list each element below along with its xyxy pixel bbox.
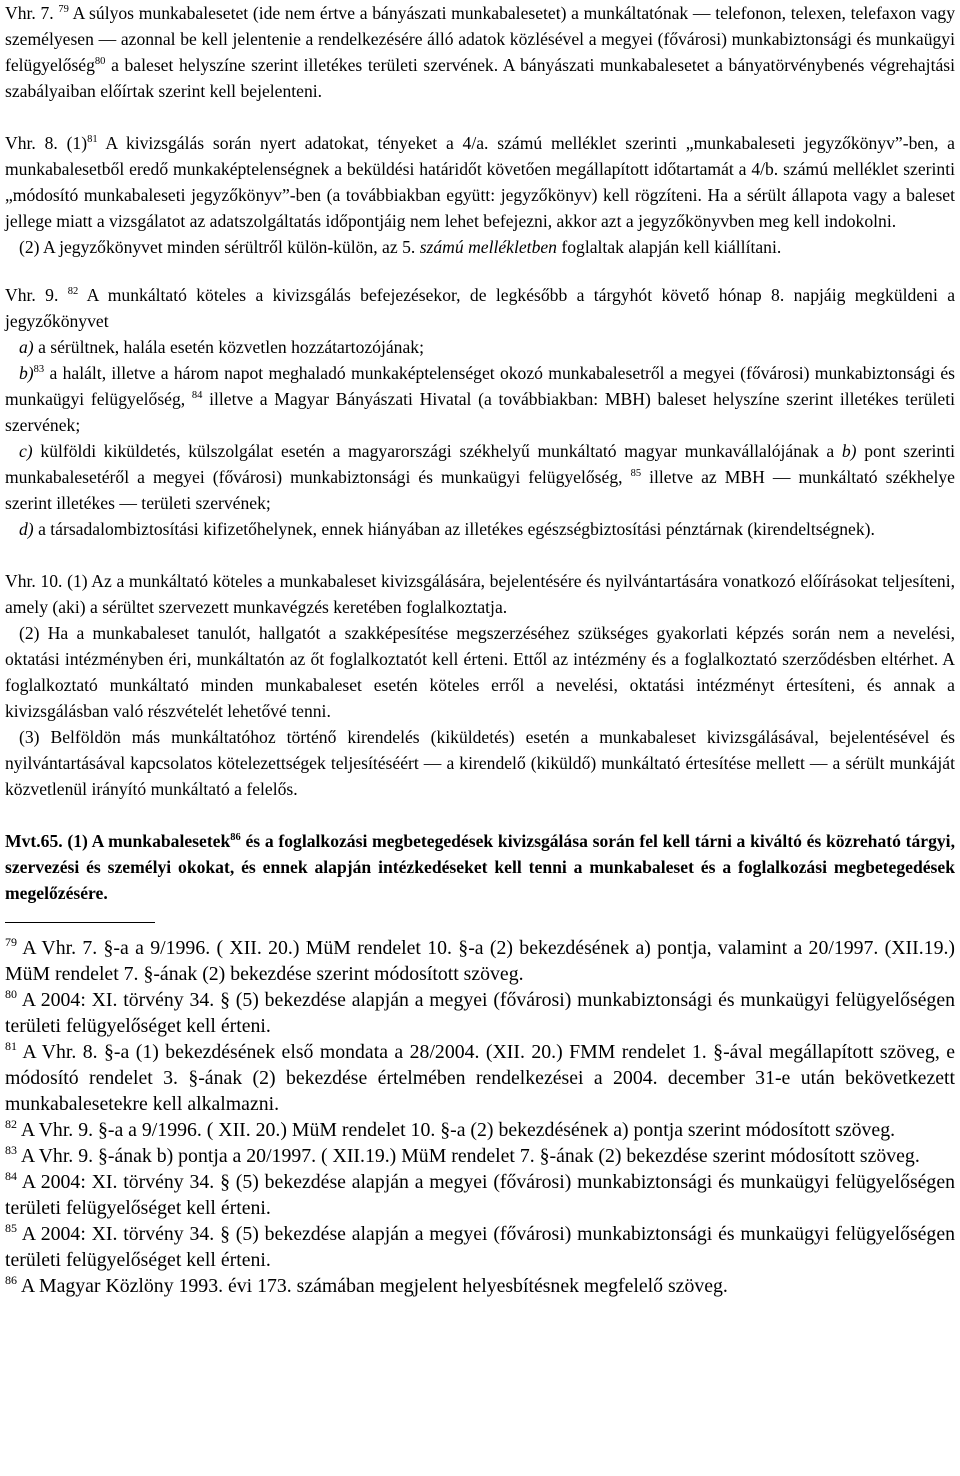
footnote-text: A Vhr. 7. §-a a 9/1996. ( XII. 20.) MüM rendelet 10. §-a (2) bekezdésének a) pontja, valamint a 20/1997. (XII.19.) MüM rendelet 7. §-ának (2) bekezdése szerint módosított szöveg. (5, 937, 955, 985)
footnote-79 (5, 935, 955, 987)
vhr8-p2-italic: számú mellékletben (419, 237, 557, 257)
vhr7-paragraph (5, 0, 955, 104)
footnote-ref-80[interactable]: 80 (94, 56, 106, 67)
vhr9-intro (5, 282, 955, 334)
item-c-label: c) (19, 441, 33, 461)
vhr8-p1-text: A kivizsgálás során nyert adatokat, tényeket a 4/a. számú melléklet szerinti „munkabaleseti jegyzőkönyv”-ben, a munkabalesetből eredő munkaképtelenségnek a beküldési határidőt követően megállapított időtartamát a 4/b. számú melléklet szerinti „módosító munkabaleseti jegyzőkönyv”-ben (a továbbiakban együtt: jegyzőkönyv) kell rögzíteni. Ha a sérült állapota vagy a baleset jellege miatt a vizsgálatot az adatszolgáltatás időpontjáig nem lehet befejezni, akkor azt a jegyzőkönyvben meg kell indokolni. (5, 133, 955, 231)
vhr9-intro-text: A munkáltató köteles a kivizsgálás befejezésekor, de legkésőbb a tárgyhót követő hónap 8. napjáig megküldeni a jegyzőkönyvet (5, 285, 956, 331)
footnote-ref-85[interactable]: 85 (630, 468, 642, 479)
vhr8-p2-a: (2) A jegyzőkönyvet minden sérültről külön-külön, az 5. (19, 237, 416, 257)
footnote-ref-79[interactable]: 79 (58, 4, 69, 15)
item-c-ref: b) (841, 441, 857, 461)
vhr8-paragraph-2 (5, 234, 955, 260)
footnote-separator (5, 922, 155, 923)
vhr9-lead: Vhr. 9. (5, 285, 59, 305)
footnote-text: A Vhr. 9. §-ának b) pontja a 20/1997. ( XII.19.) MüM rendelet 7. §-ának (2) bekezdése szerint módosított szöveg. (20, 1145, 920, 1167)
vhr8-paragraph-1 (5, 130, 955, 234)
item-c-text-1: külföldi kiküldetés, külszolgálat esetén a magyarországi székhelyű munkáltató magyar munkavállalójának a (40, 441, 835, 461)
footnote-number: 81 (5, 1039, 17, 1053)
vhr8-p1-pre: (1) (66, 133, 88, 153)
item-d-text: a társadalombiztosítási kifizetőhelynek, ennek hiányában az illetékes egészségbiztosítási pénztárnak (kirendeltségnek). (38, 519, 875, 539)
footnote-number: 85 (5, 1221, 17, 1235)
footnote-83 (5, 1143, 955, 1169)
footnote-text: A 2004: XI. törvény 34. § (5) bekezdése alapján a megyei (fővárosi) munkabiztonsági és munkaügyi felügyelőségen területi felügyelőséget kell érteni. (5, 1171, 955, 1219)
item-c-text-3: illetve az MBH — munkáltató székhelye szerint illetékes — területi szervének; (5, 467, 955, 513)
mvt65-text-2: és a foglalkozási megbetegedések kivizsgálása során fel kell tárni a kiváltó és közreható tárgyi, szervezési és személyi okokat, és ennek alapján intézkedéseket kell tenni a munkabaleset és a foglalkozási megbetegedések megelőzésére. (5, 831, 955, 903)
vhr10-p1: (1) Az a munkáltató köteles a munkabaleset kivizsgálására, bejelentésére és nyilvántartására vonatkozó előírásokat teljesíteni, amely (aki) a sérültet szervezett munkavégzés keretében foglalkoztatja. (5, 571, 955, 617)
vhr10-lead: Vhr. 10. (5, 571, 63, 591)
footnote-ref-81[interactable]: 81 (87, 134, 98, 145)
vhr9-item-d (5, 516, 955, 542)
vhr9-item-b (5, 360, 955, 438)
footnote-number: 86 (5, 1273, 17, 1287)
footnote-ref-83[interactable]: 83 (33, 364, 45, 375)
footnote-84 (5, 1169, 955, 1221)
footnote-number: 84 (5, 1169, 17, 1183)
footnote-number: 80 (5, 987, 17, 1001)
footnote-number: 83 (5, 1143, 17, 1157)
item-b-text-1: a halált, illetve a három napot meghaladó munkaképtelenséget okozó munkabalesetről a megyei (fővárosi) munkabiztonsági és munkaügyi felügyelőség, (5, 363, 955, 409)
vhr10-paragraph-2: (2) Ha a munkabaleset tanulót, hallgatót a szakképesítése megszerzéséhez szükséges gyakorlati képzés során nem a nevelési, oktatási intézményben éri, munkáltatón az őt foglalkoztatót kell érteni. Ettől az intézmény és a foglalkoztató szerződésben eltérhet. A foglalkoztató munkáltató minden munkabaleset esetén köteles erről a nevelési, oktatási intézményt értesíteni, és annak a kivizsgálásban való részvételét lehetővé tenni. (5, 623, 955, 721)
footnote-ref-86[interactable]: 86 (230, 832, 241, 843)
vhr10-paragraph-1 (5, 568, 955, 620)
item-a-label: a) (19, 337, 34, 357)
footnote-ref-84[interactable]: 84 (191, 390, 203, 401)
item-b-text-2: illetve a Magyar Bányászati Hivatal (a továbbiakban: MBH) baleset helyszíne szerint illetékes területi szervének; (5, 389, 955, 435)
footnote-80 (5, 987, 955, 1039)
vhr10-paragraph-3: (3) Belföldön más munkáltatóhoz történő kirendelés (kiküldetés) esetén a munkabaleset kivizsgálásával, bejelentésével és nyilvántartásával kapcsolatos kötelezettségek teljesítéséért — a kirendelő (kiküldő) munkáltató értesítése mellett — a sérült munkáját közvetlenül irányító munkáltató a felelős. (5, 727, 955, 799)
footnote-text: A 2004: XI. törvény 34. § (5) bekezdése alapján a megyei (fővárosi) munkabiztonsági és munkaügyi felügyelőségen területi felügyelőséget kell érteni. (5, 989, 955, 1037)
footnote-82 (5, 1117, 955, 1143)
item-c-text-2: pont szerinti munkabalesetéről a megyei (fővárosi) munkabiztonsági és munkaügyi felügyelőség, (5, 441, 956, 487)
vhr9-item-a (5, 334, 955, 360)
vhr7-text-2: a baleset helyszíne szerint illetékes területi szervének. A bányászati munkabalesetet a bányatörvénybenés végrehajtási szabályaiban előírtak szerint kell bejelenteni. (5, 55, 956, 101)
footnote-text: A Vhr. 8. §-a (1) bekezdésének első mondata a 28/2004. (XII. 20.) FMM rendelet 1. §-ával megállapított szöveg, e módosító rendelet 3. §-ának (2) bekezdése értelmében rendelkezései a 2004. december 31-e után bekövetkezett munkabalesetekre kell alkalmazni. (5, 1041, 955, 1115)
footnote-number: 82 (5, 1117, 17, 1131)
footnote-86 (5, 1273, 955, 1299)
mvt65-text-1: Mvt.65. (1) A munkabalesetek (5, 831, 231, 851)
footnote-text: A Magyar Közlöny 1993. évi 173. számában megjelent helyesbítésnek megfelelő szöveg. (20, 1275, 728, 1297)
footnote-text: A Vhr. 9. §-a a 9/1996. ( XII. 20.) MüM rendelet 10. §-a (2) bekezdésének a) pontja szerint módosított szöveg. (20, 1119, 896, 1141)
vhr8-p2-b: foglaltak alapján kell kiállítani. (561, 237, 782, 257)
vhr8-lead: Vhr. 8. (5, 133, 58, 153)
vhr7-text-1: A súlyos munkabalesetet (ide nem értve a bányászati munkabalesetet) a munkáltatónak — telefonon, telexen, telefaxon vagy személyesen — azonnal be kell jelentenie a rendelkezésére álló adatok közlésével a megyei (fővárosi) munkabiztonsági és munkaügyi felügyelőség (5, 3, 955, 75)
document-page (5, 0, 955, 1299)
item-a-text: a sérültnek, halála esetén közvetlen hozzátartozójának; (38, 337, 424, 357)
footnote-number: 79 (5, 935, 17, 949)
footnote-85 (5, 1221, 955, 1273)
item-b-label: b) (19, 363, 34, 383)
footnote-ref-82[interactable]: 82 (67, 286, 79, 297)
item-d-label: d) (19, 519, 34, 539)
footnote-81 (5, 1039, 955, 1117)
footnote-text: A 2004: XI. törvény 34. § (5) bekezdése alapján a megyei (fővárosi) munkabiztonsági és munkaügyi felügyelőségen területi felügyelőséget kell érteni. (5, 1223, 955, 1271)
mvt65-paragraph (5, 828, 955, 906)
vhr9-item-c (5, 438, 955, 516)
vhr7-lead: Vhr. 7. (5, 3, 54, 23)
